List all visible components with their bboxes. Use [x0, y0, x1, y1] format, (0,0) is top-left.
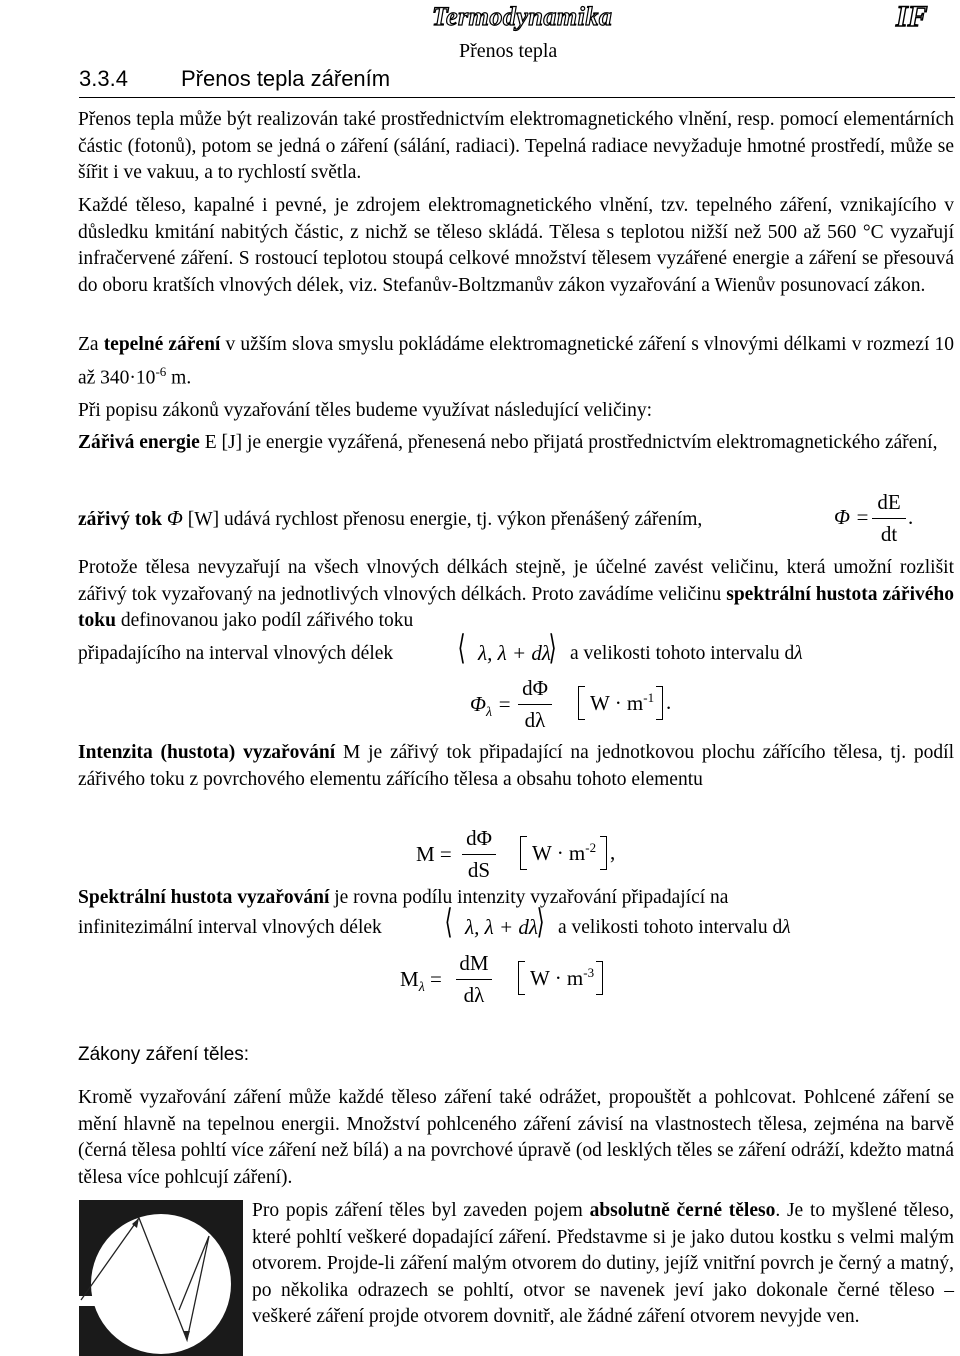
- angle-bracket-left: ⟨: [444, 902, 453, 942]
- term-black-body: absolutně černé těleso: [589, 1200, 776, 1221]
- formula-text: M: [400, 967, 419, 991]
- section-heading: [79, 66, 390, 92]
- paragraph-intensity: [78, 740, 954, 793]
- formula-flux-lhs: [834, 505, 869, 530]
- paragraph-spectral-flux: [78, 555, 954, 635]
- formula-phi-lambda-fraction: [518, 676, 552, 733]
- bracket-right: [600, 836, 607, 870]
- unit-exponent: -2: [585, 840, 597, 855]
- text-segment: m.: [166, 367, 192, 388]
- bracket-left: [578, 686, 585, 720]
- numerator: dΦ: [522, 676, 548, 700]
- paragraph-thermal-radiation-def: [78, 332, 954, 392]
- formula-ml-fraction: [456, 951, 492, 1008]
- text-segment: Protože tělesa nevyzařují na všech vlnových délkách stejně, je účelné zavést veličinu, která umožní rozlišit zářivý tok vyzařovaný na jednotlivých vlnových délkách. Proto zavádíme veličinu: [78, 557, 954, 605]
- text-segment: E [J] je energie vyzářená, přenesená nebo přijatá prostřednictvím elektromagnetického záření,: [199, 432, 938, 453]
- fraction-bar: [462, 854, 496, 855]
- formula-phi-lambda-unit: [590, 690, 654, 716]
- symbol-lambda: λ: [782, 917, 791, 938]
- formula-m-unit: [532, 840, 596, 866]
- numerator: dM: [459, 951, 489, 975]
- symbol-phi: Φ: [166, 506, 183, 530]
- text-segment: a velikosti tohoto intervalu d: [570, 643, 795, 664]
- term-spectral-flux: spektrální hustota zářivého toku: [78, 583, 954, 631]
- term-thermal-radiation: tepelné záření: [103, 334, 221, 355]
- formula-end: ,: [610, 840, 616, 864]
- paragraph-spectral-flux-line: připadajícího na interval vlnových délek: [78, 643, 394, 664]
- bracket-left: [520, 836, 527, 870]
- bracket-left: [518, 961, 525, 995]
- paragraph-spectral-intensity: [78, 885, 954, 912]
- formula-flux-end: .: [908, 505, 914, 529]
- paragraph-radiant-flux: [78, 505, 838, 534]
- text-segment: M je zářivý tok připadající na jednotkovou plochu zářícího tělesa, tj. podíl zářivého toku z povrchového elementu zářícího tělesa a obsahu tohoto elementu: [78, 742, 954, 790]
- symbol-lambda: λ: [794, 643, 803, 664]
- formula-text: Φ =: [834, 505, 870, 529]
- term-intensity: Intenzita (hustota) vyzařování: [78, 742, 336, 763]
- header-subtitle: Přenos tepla: [459, 40, 558, 62]
- black-body-cavity-figure: [79, 1200, 243, 1356]
- formula-flux-fraction: [872, 490, 906, 547]
- text-segment: v užším slova smyslu pokládáme elektromagnetické záření s vlnovými délkami v rozmezí 10 až 340·10: [78, 334, 954, 388]
- unit-text: W · m: [590, 691, 644, 715]
- angle-bracket-left: ⟨: [457, 628, 466, 668]
- formula-end: .: [666, 690, 672, 714]
- angle-bracket-right: ⟩: [536, 902, 545, 942]
- paragraph-quantities-intro: Při popisu zákonů vyzařování těles budeme využívat následující veličiny:: [78, 400, 653, 421]
- unit-exponent: -3: [583, 965, 595, 980]
- paragraph-spectral-flux-tail: [570, 641, 870, 668]
- text-segment: a velikosti tohoto intervalu d: [558, 917, 783, 938]
- formula-phi-lambda-lhs: $\Phi_\lambda$ =: [470, 692, 512, 721]
- bracket-right: [656, 686, 663, 720]
- header-logo: IF: [896, 0, 928, 33]
- denominator: dt: [880, 522, 898, 546]
- header-rule: [79, 97, 955, 98]
- text-segment: . Je to myšlené těleso, které pohltí veškeré dopadající záření. Představme si je jako dutou kostku s velmi malým otvorem. Projde-li záření malým otvorem do dutiny, jejíž vnitřní povrch je černý a matný, po několika odrazech se pohltí, otvor se navenek jeví jako dokonale černé těleso – veškeré záření projde otvorem dovnitř, ale žádné záření otvorem nevyjde ven.: [252, 1200, 955, 1327]
- text-segment: [W] udává rychlost přenosu energie, tj. výkon přenášený zářením,: [182, 509, 703, 530]
- formula-m-fraction: [462, 826, 496, 883]
- fraction-bar: [518, 704, 552, 705]
- cavity-interior: [91, 1214, 231, 1354]
- paragraph-intro: Přenos tepla může být realizován také prostřednictvím elektromagnetického vlnění, resp. pomocí elementárních částic (fotonů), potom se jedná o záření (sálání, radiaci). Tepelná radiace nevyžaduje hmotné prostředí, může se šířit i ve vakuu, a to rychlostí světla.: [78, 109, 954, 183]
- formula-text: Φ: [470, 692, 486, 716]
- header-subject: Termodynamika: [432, 2, 613, 31]
- term-radiant-energy: Zářivá energie: [78, 432, 200, 453]
- subheading-radiation-laws: Zákony záření těles:: [78, 1044, 250, 1065]
- paragraph-spectral-intensity-tail: [558, 915, 858, 942]
- section-number: 3.3.4: [79, 66, 128, 91]
- numerator: dE: [877, 490, 901, 514]
- term-radiant-flux: zářivý tok: [78, 509, 162, 530]
- numerator: dΦ: [466, 826, 492, 850]
- section-title: Přenos tepla zářením: [181, 66, 391, 91]
- paragraph-thermal-source: Každé těleso, kapalné i pevné, je zdrojem elektromagnetického vlnění, tzv. tepelného záření, vznikajícího v důsledku kmitání nabitých částic, z nichž se těleso skládá. Tělesa s teplotou nižší než 500 až 560 °C vyzařují infračervené záření. S rostoucí teplotou stoupá celkové množství tělesem vyzářené energie a záření se přesouvá do oboru kratších vlnových délek, viz. Stefanův-Boltzmanův zákon vyzařování a Wienův posunovací zákon.: [78, 195, 954, 296]
- denominator: dλ: [524, 708, 546, 732]
- text-segment: definovanou jako podíl zářivého toku: [115, 610, 414, 631]
- unit-text: W · m: [530, 966, 584, 990]
- text-segment: Pro popis záření těles byl zaveden pojem: [252, 1200, 590, 1221]
- paragraph-spectral-intensity-line: infinitezimální interval vlnových délek: [78, 917, 382, 938]
- formula-ml-lhs: $M_\lambda$ =: [400, 967, 442, 996]
- text-segment: je rovna podílu intenzity vyzařování připadající na: [329, 887, 729, 908]
- formula-interval: λ, λ + dλ: [465, 915, 538, 939]
- subscript: λ: [486, 705, 493, 721]
- denominator: dλ: [463, 983, 485, 1007]
- paragraph-radiant-energy: [78, 430, 954, 457]
- fraction-bar: [456, 979, 492, 980]
- exponent: -6: [155, 363, 167, 379]
- subscript: λ: [418, 980, 425, 996]
- unit-text: W · m: [532, 841, 586, 865]
- term-spectral-intensity: Spektrální hustota vyzařování: [78, 887, 330, 908]
- formula-ml-unit: [530, 965, 594, 991]
- formula-interval: λ, λ + dλ: [478, 641, 551, 665]
- bracket-right: [596, 961, 603, 995]
- unit-exponent: -1: [643, 690, 655, 705]
- fraction-bar: [872, 518, 906, 519]
- denominator: dS: [467, 858, 491, 882]
- text-segment: Za: [78, 334, 104, 355]
- formula-m-lhs: M =: [416, 842, 452, 866]
- paragraph-absorption: Kromě vyzařování záření může každé těleso záření také odrážet, propouštět a pohlcovat. Pohlcené záření se mění hlavně na tepelnou energii. Množství pohlceného záření závisí na vlastnostech tělesa, zejména na barvě (černá tělesa pohltí více záření než bílá) a na povrchové úpravě (od lesklých těles se záření odráží, kdežto matná tělesa více pohlcují záření).: [78, 1087, 954, 1188]
- paragraph-black-body: [252, 1198, 954, 1331]
- angle-bracket-right: ⟩: [548, 628, 557, 668]
